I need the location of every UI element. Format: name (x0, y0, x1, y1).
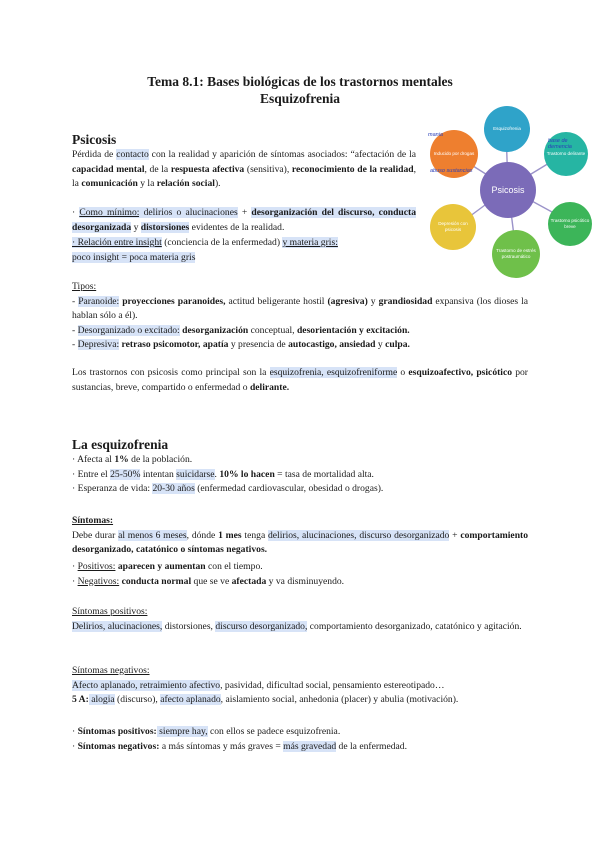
sintomas-block: Síntomas: Debe durar al menos 6 meses, dónde 1 mes tenga delirios, alucinaciones, discurso desorganizado + comportamiento desorganizado, catatónico o síntomas negativos. (72, 515, 529, 556)
esquizofrenia-heading: La esquizofrenia (72, 437, 169, 452)
annotation-base-demencia: base de demencia (548, 138, 572, 150)
psicosis-definition: Pérdida de contacto con la realidad y aparición de síntomas asociados: “afectación de la capacidad mental, de la respuesta afectiva (sensitiva), reconocimiento de la realidad, la comunicación y la relación social). (72, 149, 416, 190)
psicosis-minimum: · Como mínimo: delirios o alucinaciones + desorganización del discurso, conducta desorganizada y distorsiones evidentes de la realidad. (72, 207, 416, 233)
positivos-negativos: · Positivos: aparecen y aumentan con el tiempo. · Negativos: conducta normal que se ve afectada y va disminuyendo. (72, 561, 345, 587)
psicosis-insight: · Relación entre insight (conciencia de la enfermedad) y materia gris: poco insight = poca materia gris (72, 237, 338, 263)
mindmap-node-top-left: Inducido por drogas (430, 130, 478, 178)
psicosis-heading: Psicosis (72, 132, 117, 147)
mindmap-center: Psicosis (480, 162, 536, 218)
resumen-sintomas: · Síntomas positivos: siempre hay, con ellos se padece esquizofrenia. · Síntomas negativos: a más síntomas y más graves = más gravedad de la enfermedad. (72, 726, 408, 752)
mindmap-node-bottom-left: Depresión con psicosis (430, 204, 476, 250)
sintomas-negativos: Síntomas negativos: Afecto aplanado, retraimiento afectivo, pasividad, dificultad social, pensamiento estereotipado… 5 A: alogia (discurso), afecto aplanado, aislamiento social, anhedonia (placer) y abulia (motivación). (72, 665, 459, 706)
mindmap-node-top-right: Trastorno delirante (544, 132, 588, 176)
mindmap-node-top: Esquizofrenia (484, 106, 530, 152)
psicosis-tipos: Tipos: - Paranoide: proyecciones paranoides, actitud beligerante hostil (agresiva) y grandiosidad expansiva (los dioses la hablan sólo a él). - Desorganizado o excitado: desorganización conceptual, desorientación y excitación. - Depresiva: retraso psicomotor, apatía y presencia de autocastigo, ansiedad y culpa. (72, 281, 529, 351)
esquizofrenia-facts: · Afecta al 1% de la población. · Entre el 25-50% intentan suicidarse. 10% lo hacen = tasa de mortalidad alta. · Esperanza de vida: 20-30 años (enfermedad cardiovascular, obesidad o drogas). (72, 454, 384, 495)
mindmap-node-right: Trastorno psicótico breve (548, 202, 592, 246)
mindmap-node-bottom: Trastorno de estrés postraumático (492, 230, 540, 278)
title-line-2: Esquizofrenia (259, 91, 340, 106)
psicosis-trastornos: Los trastornos con psicosis como principal son la esquizofrenia, esquizofreniforme o esquizoafectivo, psicótico por sustancias, breve, compartido o enfermedad o delirante. (72, 367, 529, 393)
psicosis-mindmap (424, 102, 592, 282)
annotation-mania: mania (428, 132, 443, 138)
annotation-abuso-sustancias: abuso sustancias (430, 168, 473, 174)
sintomas-positivos: Síntomas positivos: Delirios, alucinaciones, distorsiones, discurso desorganizado, comportamiento desorganizado, catatónico y agitación. (72, 606, 522, 632)
title-line-1: Tema 8.1: Bases biológicas de los trastornos mentales (147, 74, 453, 89)
